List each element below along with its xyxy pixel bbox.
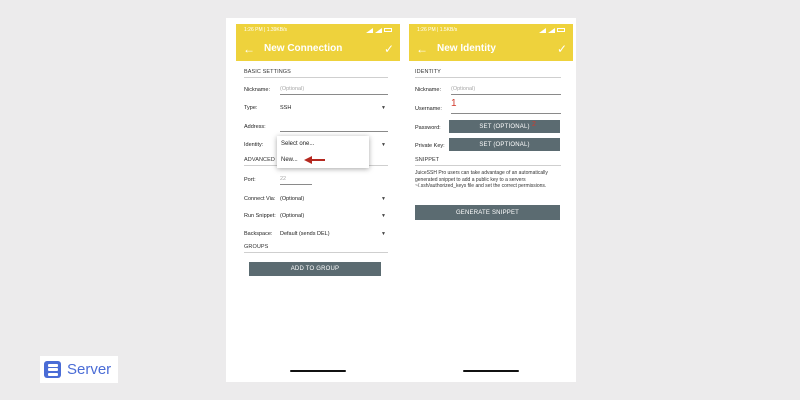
backspace-dropdown[interactable] bbox=[280, 228, 388, 239]
back-arrow-icon[interactable]: ← bbox=[243, 41, 255, 56]
back-arrow-icon[interactable]: ← bbox=[416, 41, 428, 56]
connect-via-value: (Optional) bbox=[280, 196, 305, 202]
address-row bbox=[244, 118, 388, 132]
red-arrow-annotation-icon bbox=[304, 155, 326, 165]
annotation-number-2: 2 bbox=[532, 121, 536, 128]
server-stack-icon bbox=[44, 361, 61, 378]
username-input[interactable] bbox=[451, 103, 561, 114]
private-key-label: Private Key: bbox=[415, 143, 445, 149]
popup-item-select-one[interactable]: Select one... bbox=[281, 141, 315, 147]
toolbar bbox=[409, 36, 573, 61]
chevron-down-icon: ▼ bbox=[381, 196, 386, 202]
status-icons bbox=[539, 28, 565, 33]
section-advanced: ADVANCED bbox=[244, 157, 388, 166]
backspace-label: Backspace: bbox=[244, 231, 273, 237]
nickname-input[interactable]: (Optional) bbox=[280, 84, 388, 95]
nickname-label: Nickname: bbox=[244, 87, 270, 93]
set-private-key-button[interactable]: SET (OPTIONAL) bbox=[449, 138, 560, 151]
type-label: Type: bbox=[244, 105, 258, 111]
nickname-row bbox=[415, 81, 561, 95]
chevron-down-icon: ▼ bbox=[381, 105, 386, 111]
server-logo bbox=[40, 356, 118, 383]
username-row bbox=[415, 100, 561, 114]
popup-item-new-label: New... bbox=[281, 157, 298, 163]
status-time: 1:26 PM | 1.39KB/s bbox=[244, 27, 287, 33]
new-connection-screen bbox=[236, 24, 400, 382]
run-snippet-value: (Optional) bbox=[280, 213, 305, 219]
status-time: 1:26 PM | 1.5KB/s bbox=[417, 27, 458, 33]
type-dropdown[interactable] bbox=[280, 102, 388, 113]
chevron-down-icon: ▼ bbox=[381, 213, 386, 219]
save-check-icon[interactable]: ✓ bbox=[556, 41, 568, 56]
snippet-description: JuiceSSH Pro users can take advantage of an automatically generated snippet to add a public key to a servers ~/.ssh/authorized_keys file and set the correct permissions. bbox=[415, 170, 548, 189]
connect-via-dropdown[interactable] bbox=[280, 193, 388, 204]
toolbar bbox=[236, 36, 400, 61]
save-check-icon[interactable]: ✓ bbox=[383, 41, 395, 56]
port-label: Port: bbox=[244, 177, 256, 183]
annotation-number-1: 1 bbox=[451, 98, 457, 109]
nickname-label: Nickname: bbox=[415, 87, 441, 93]
generate-snippet-button[interactable]: GENERATE SNIPPET bbox=[415, 205, 560, 220]
logo-text: Server bbox=[67, 361, 112, 378]
identity-label: Identity: bbox=[244, 142, 264, 148]
section-basic-settings: BASIC SETTINGS bbox=[244, 69, 388, 78]
add-to-group-button[interactable]: ADD TO GROUP bbox=[249, 262, 381, 276]
nickname-input[interactable]: (Optional) bbox=[451, 84, 561, 95]
address-input[interactable] bbox=[280, 121, 388, 132]
username-label: Username: bbox=[415, 106, 442, 112]
status-bar bbox=[409, 24, 573, 36]
run-snippet-label: Run Snippet: bbox=[244, 213, 276, 219]
section-snippet: SNIPPET bbox=[415, 157, 561, 166]
nickname-row bbox=[244, 81, 388, 95]
chevron-down-icon: ▼ bbox=[381, 231, 386, 237]
chevron-down-icon: ▼ bbox=[381, 142, 386, 148]
backspace-value: Default (sends DEL) bbox=[280, 231, 330, 237]
type-value: SSH bbox=[280, 105, 292, 111]
new-identity-screen bbox=[409, 24, 573, 382]
port-row bbox=[244, 171, 388, 185]
type-row bbox=[244, 99, 388, 113]
section-groups: GROUPS bbox=[244, 244, 388, 253]
run-snippet-row bbox=[244, 207, 388, 221]
address-label: Address: bbox=[244, 124, 266, 130]
section-identity: IDENTITY bbox=[415, 69, 561, 78]
run-snippet-dropdown[interactable] bbox=[280, 210, 388, 221]
port-input[interactable]: 22 bbox=[280, 174, 312, 185]
screen-title: New Connection bbox=[264, 43, 343, 54]
connect-via-row bbox=[244, 190, 388, 204]
status-icons bbox=[366, 28, 392, 33]
status-bar bbox=[236, 24, 400, 36]
password-label: Password: bbox=[415, 125, 441, 131]
set-password-button[interactable]: SET (OPTIONAL) bbox=[449, 120, 560, 133]
nav-handle bbox=[290, 370, 346, 372]
connect-via-label: Connect Via: bbox=[244, 196, 276, 202]
backspace-row bbox=[244, 225, 388, 239]
screen-title: New Identity bbox=[437, 43, 496, 54]
nav-handle bbox=[463, 370, 519, 372]
